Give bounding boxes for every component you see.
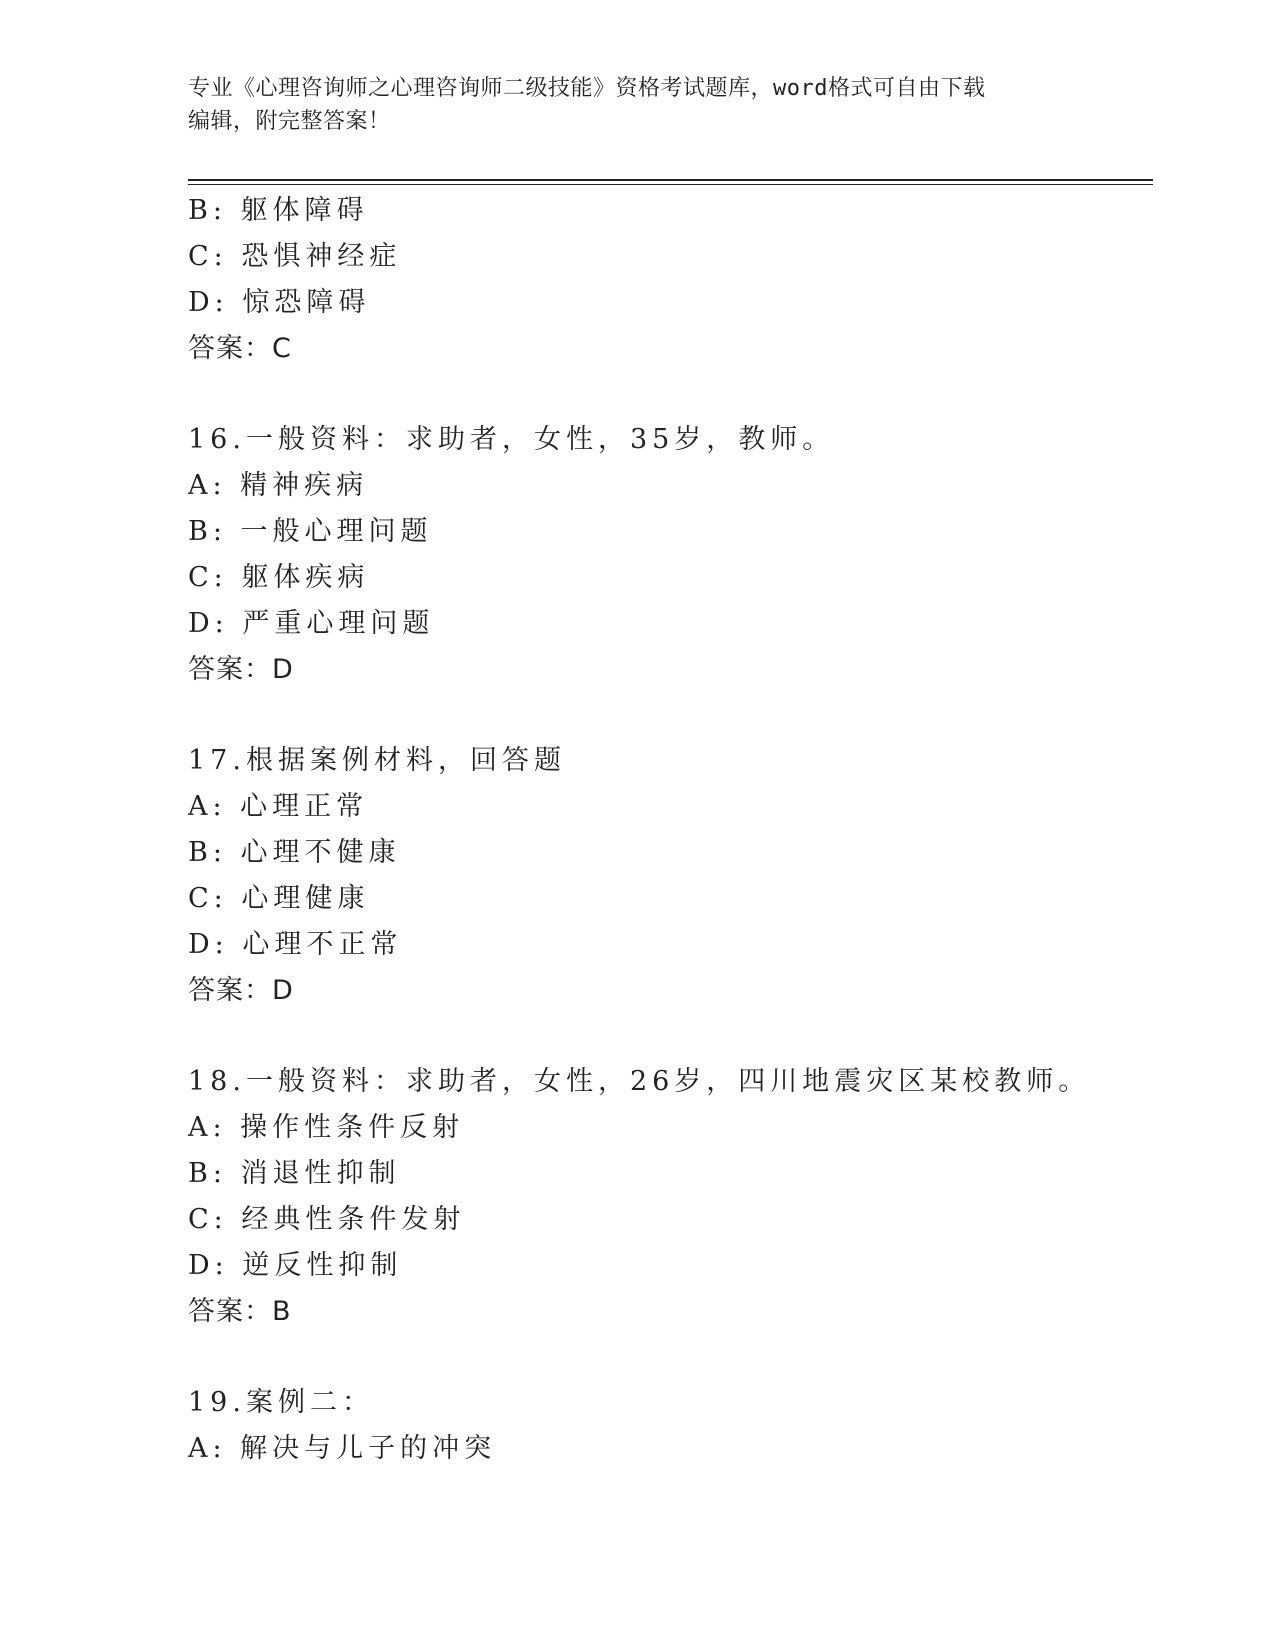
option-d: D: 逆反性抑制	[188, 1250, 403, 1281]
option-a: A: 操作性条件反射	[188, 1112, 465, 1143]
option-d: D: 惊恐障碍	[188, 287, 371, 318]
option-b: B: 心理不健康	[188, 837, 401, 868]
option-d: D: 心理不正常	[188, 929, 403, 960]
document-header	[188, 72, 1088, 138]
header-divider-thick	[188, 179, 1153, 181]
question-17	[188, 738, 1153, 1014]
question-list	[188, 188, 1153, 1472]
option-a: A: 精神疾病	[188, 470, 369, 501]
option-d: D: 严重心理问题	[188, 608, 435, 639]
answer-line: 答案：B	[188, 1296, 292, 1327]
option-a: A: 心理正常	[188, 791, 369, 822]
question-18	[188, 1059, 1153, 1335]
option-c: C: 躯体疾病	[188, 562, 370, 593]
option-c: C: 经典性条件发射	[188, 1204, 466, 1235]
question-16	[188, 417, 1153, 693]
option-c: C: 心理健康	[188, 883, 370, 914]
option-b: B: 躯体障碍	[188, 195, 369, 226]
question-stem: 17.根据案例材料，回答题	[188, 745, 566, 776]
question-stem: 19.案例二：	[188, 1387, 374, 1418]
answer-line: 答案：D	[188, 654, 294, 685]
question-19	[188, 1380, 1153, 1472]
option-a: A: 解决与儿子的冲突	[188, 1433, 497, 1464]
question-stem: 18.一般资料：求助者，女性，26岁，四川地震灾区某校教师。	[188, 1066, 1091, 1097]
option-b: B: 消退性抑制	[188, 1158, 401, 1189]
option-b: B: 一般心理问题	[188, 516, 433, 547]
option-c: C: 恐惧神经症	[188, 241, 402, 272]
question-stem: 16.一般资料：求助者，女性，35岁，教师。	[188, 424, 835, 455]
answer-line: 答案：C	[188, 333, 292, 364]
answer-line: 答案：D	[188, 975, 294, 1006]
header-divider-thin	[188, 184, 1153, 185]
question-15-partial	[188, 188, 1153, 372]
header-line-1: 专业《心理咨询师之心理咨询师二级技能》资格考试题库，word格式可自由下载	[188, 76, 986, 101]
header-line-2: 编辑，附完整答案！	[188, 109, 391, 134]
